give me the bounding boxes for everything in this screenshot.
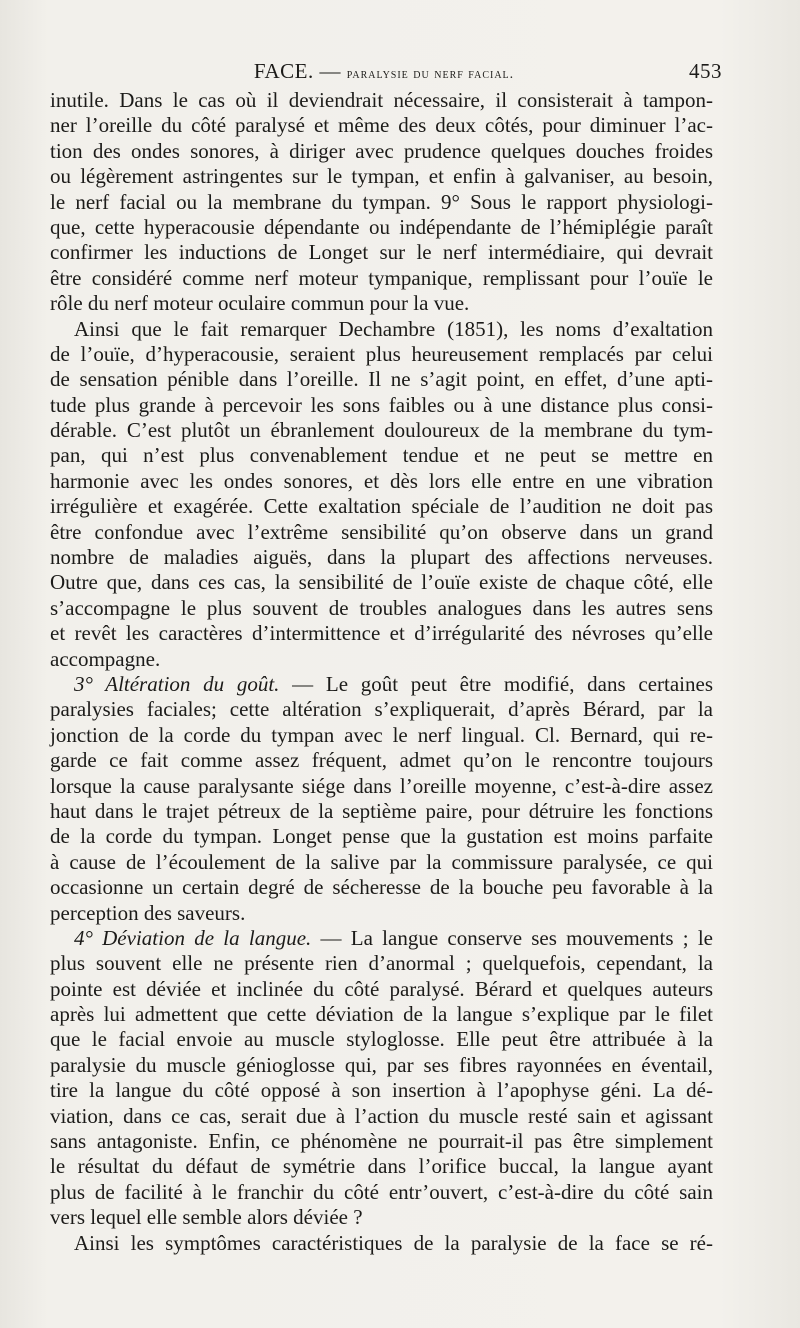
section-heading-line bbox=[50, 672, 713, 697]
running-head-title-small: paralysie du nerf facial. bbox=[346, 67, 515, 82]
text-line: harmonie avec les ondes sonores, et dès lors elle entre en une vibration bbox=[50, 468, 713, 493]
section-heading-gout: 3° Altération du goût. bbox=[74, 671, 280, 696]
text-line: inutile. Dans le cas où il deviendrait nécessaire, il consisterait à tampon- bbox=[50, 88, 713, 112]
text-line: viation, dans ce cas, serait due à l’action du muscle resté sain et agissant bbox=[50, 1103, 713, 1128]
text-line: garde ce fait comme assez fréquent, admet qu’on le rencontre toujours bbox=[50, 748, 713, 773]
text-line: tire la langue du côté opposé à son insertion à l’apophyse géni. La dé- bbox=[50, 1078, 713, 1103]
text-line: haut dans le trajet pétreux de la septième paire, pour détruire les fonctions bbox=[50, 798, 713, 823]
text-line: tude plus grande à percevoir les sons faibles ou à une distance plus consi- bbox=[50, 392, 713, 417]
paragraph-2 bbox=[50, 317, 713, 672]
text-line: tion des ondes sonores, à diriger avec prudence quelques douches froides bbox=[50, 138, 713, 163]
paragraph-5 bbox=[50, 1231, 713, 1256]
text-line: accompagne. bbox=[50, 646, 161, 671]
text-line: confirmer les inductions de Longet sur le nerf intermédiaire, qui devrait bbox=[50, 240, 713, 265]
text-line: après lui admettent que cette déviation de la langue s’explique par le filet bbox=[50, 1002, 713, 1027]
text-line: pan, qui n’est plus convenablement tendue et ne peut se mettre en bbox=[50, 443, 713, 468]
paragraph-3 bbox=[50, 672, 713, 926]
text-line: être confondue avec l’extrême sensibilité qu’on observe dans un grand bbox=[50, 519, 713, 544]
text-line: sans antagoniste. Enfin, ce phénomène ne pourrait-il pas être simplement bbox=[50, 1129, 713, 1154]
text-line: rôle du nerf moteur oculaire commun pour la vue. bbox=[50, 291, 470, 316]
text-line: occasionne un certain degré de sécheresse de la bouche peu favorable à la bbox=[50, 875, 713, 900]
text-line: plus souvent elle ne présente rien d’anormal ; quelquefois, cependant, la bbox=[50, 951, 713, 976]
text-line: de sensation pénible dans l’oreille. Il ne s’agit point, en effet, d’une apti- bbox=[50, 367, 713, 392]
text-fragment: — Le goût peut être modifié, dans certaines bbox=[279, 671, 713, 696]
running-head-title bbox=[50, 56, 718, 90]
text-line: ou légèrement astringentes sur le tympan, et enfin à galvaniser, au besoin, bbox=[50, 164, 713, 189]
text-line: que, cette hyperacousie dépendante ou indépendante de l’hémiplégie paraît bbox=[50, 214, 713, 239]
text-line: le résultat du défaut de symétrie dans l’orifice buccal, la langue ayant bbox=[50, 1154, 713, 1179]
text-line: Ainsi que le fait remarquer Dechambre (1851), les noms d’exaltation bbox=[74, 316, 713, 341]
running-head bbox=[50, 56, 722, 86]
text-line: nombre de maladies aiguës, dans la plupart des affections nerveuses. bbox=[50, 545, 713, 570]
text-line: de l’ouïe, d’hyperacousie, seraient plus heureusement remplacés par celui bbox=[50, 341, 713, 366]
text-line: Ainsi les symptômes caractéristiques de la paralysie de la face se ré- bbox=[74, 1230, 713, 1255]
text-line: plus de facilité à le franchir du côté entr’ouvert, c’est-à-dire du côté sain bbox=[50, 1179, 713, 1204]
section-heading-line bbox=[50, 926, 713, 951]
text-line: irrégulière et exagérée. Cette exaltation spéciale de l’audition ne doit pas bbox=[50, 494, 713, 519]
text-line: paralysie du muscle génioglosse qui, par ses fibres rayonnées en éventail, bbox=[50, 1052, 713, 1077]
text-line: paralysies faciales; cette altération s’expliquerait, d’après Bérard, par la bbox=[50, 697, 713, 722]
text-line: perception des saveurs. bbox=[50, 900, 246, 925]
text-line: être considéré comme nerf moteur tympanique, remplissant pour l’ouïe le bbox=[50, 265, 713, 290]
text-line: que le facial envoie au muscle styloglosse. Elle peut être attribuée à la bbox=[50, 1027, 713, 1052]
running-head-title-main: FACE. — bbox=[253, 59, 347, 83]
text-line: à cause de l’écoulement de la salive par la commissure paralysée, ce qui bbox=[50, 849, 713, 874]
text-line: vers lequel elle semble alors déviée ? bbox=[50, 1205, 363, 1230]
text-line: s’accompagne le plus souvent de troubles analogues dans les autres sens bbox=[50, 595, 713, 620]
body-text bbox=[50, 88, 713, 1256]
text-line: lorsque la cause paralysante siége dans l’oreille moyenne, c’est-à-dire assez bbox=[50, 773, 713, 798]
text-line: de la corde du tympan. Longet pense que la gustation est moins parfaite bbox=[50, 824, 713, 849]
text-line: le nerf facial ou la membrane du tympan. 9° Sous le rapport physiologi- bbox=[50, 189, 713, 214]
page-number: 453 bbox=[689, 59, 722, 83]
paragraph-1 bbox=[50, 88, 713, 317]
section-heading-langue: 4° Déviation de la langue. bbox=[74, 925, 312, 950]
text-line: pointe est déviée et inclinée du côté paralysé. Bérard et quelques auteurs bbox=[50, 976, 713, 1001]
text-fragment: — La langue conserve ses mouvements ; le bbox=[311, 925, 713, 950]
text-line: ner l’oreille du côté paralysé et même des deux côtés, pour diminuer l’ac- bbox=[50, 113, 713, 138]
text-line: jonction de la corde du tympan avec le nerf lingual. Cl. Bernard, qui re- bbox=[50, 722, 713, 747]
text-line: et revêt les caractères d’intermittence et d’irrégularité des névroses qu’elle bbox=[50, 621, 713, 646]
paragraph-4 bbox=[50, 926, 713, 1231]
text-line: dérable. C’est plutôt un ébranlement douloureux de la membrane du tym- bbox=[50, 418, 713, 443]
text-line: Outre que, dans ces cas, la sensibilité de l’ouïe existe de chaque côté, elle bbox=[50, 570, 713, 595]
